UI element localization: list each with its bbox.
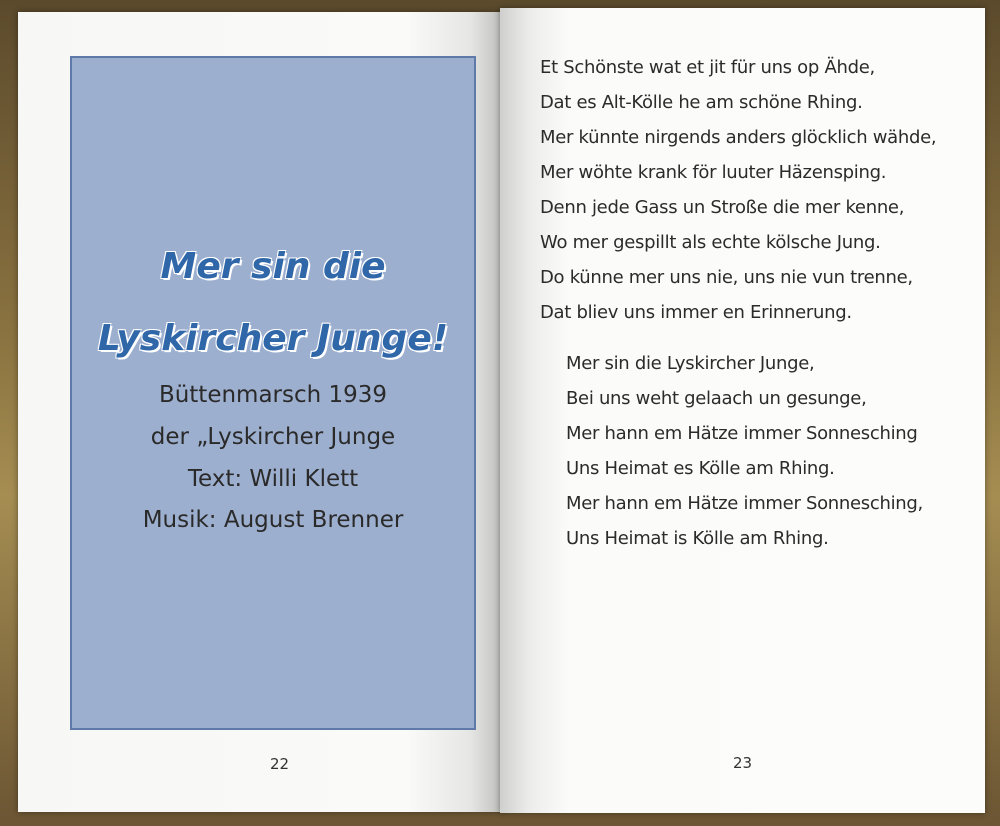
verse-line: Mer künnte nirgends anders glöcklich wähde, bbox=[540, 127, 937, 148]
verse-line: Do künne mer uns nie, uns nie vun trenne, bbox=[540, 267, 913, 288]
chorus-line: Uns Heimat is Kölle am Rhing. bbox=[566, 528, 829, 549]
chorus-line: Bei uns weht gelaach un gesunge, bbox=[566, 388, 867, 409]
page-number-left: 22 bbox=[270, 755, 290, 773]
song-title-line-1: Mer sin die bbox=[160, 246, 386, 287]
verse-line: Denn jede Gass un Stroße die mer kenne, bbox=[540, 197, 905, 218]
song-title-line-2: Lyskircher Junge! bbox=[97, 318, 449, 359]
page-number-right: 23 bbox=[733, 754, 753, 772]
verse-line: Dat bliev uns immer en Erinnerung. bbox=[540, 302, 852, 323]
song-group: der „Lyskircher Junge bbox=[150, 424, 396, 450]
verse-line: Et Schönste wat et jit für uns op Ähde, bbox=[540, 57, 875, 78]
lyricist-credit: Text: Willi Klett bbox=[187, 466, 359, 492]
verse-line: Wo mer gespillt als echte kölsche Jung. bbox=[540, 232, 881, 253]
verse-line: Dat es Alt-Kölle he am schöne Rhing. bbox=[540, 92, 863, 113]
chorus-line: Mer hann em Hätze immer Sonnesching bbox=[566, 423, 918, 444]
verse-line: Mer wöhte krank för luuter Häzensping. bbox=[540, 162, 887, 183]
chorus-line: Uns Heimat es Kölle am Rhing. bbox=[566, 458, 835, 479]
chorus-line: Mer hann em Hätze immer Sonnesching, bbox=[566, 493, 923, 514]
composer-credit: Musik: August Brenner bbox=[142, 507, 404, 533]
song-genre-year: Büttenmarsch 1939 bbox=[158, 382, 388, 408]
chorus-line: Mer sin die Lyskircher Junge, bbox=[566, 353, 815, 374]
